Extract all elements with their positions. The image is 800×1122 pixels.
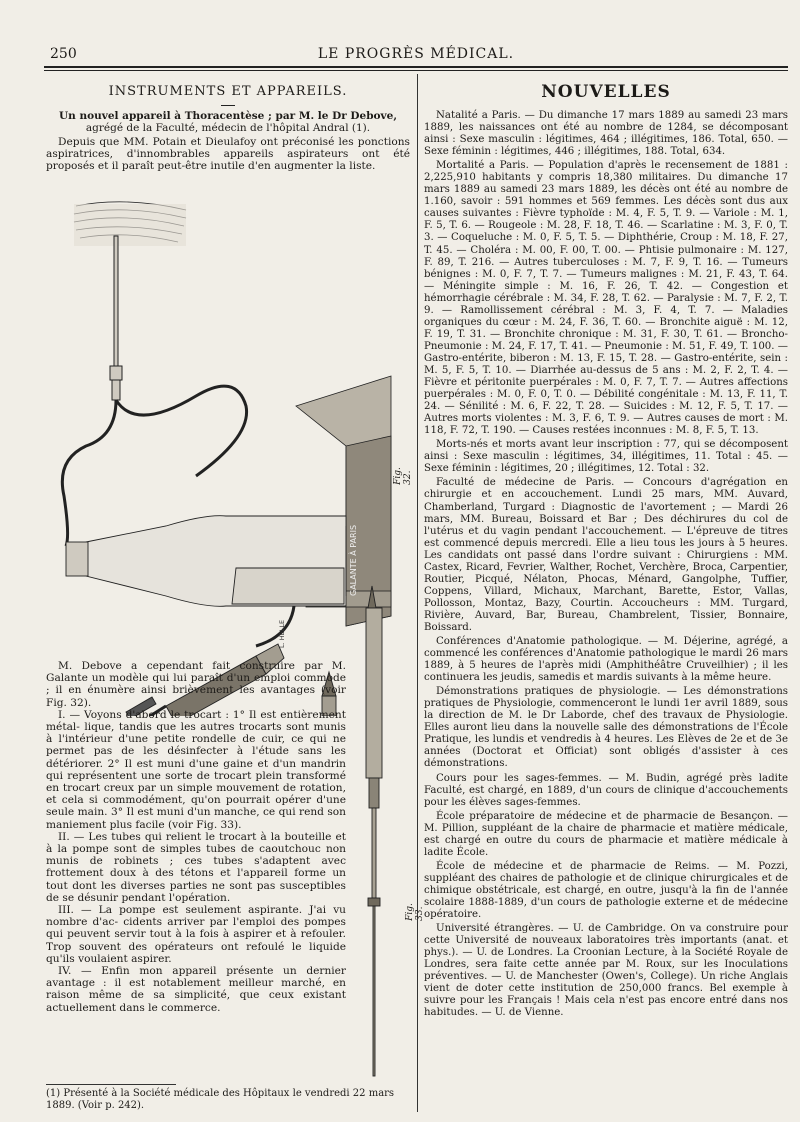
body-paragraph: II. — Les tubes qui relient le trocart à la bouteille et à la pompe sont de simples tubes de caoutchouc non munis de robinets ; ces tubes s'adaptent avec frottement doux à des tétons et l'appareil forme un tout dont les diverses parties ne sont pas susceptibles de se désunir pendant l'opération. [46, 830, 346, 904]
fig-33-label: Fig. 33. [404, 903, 425, 921]
running-title: LE PROGRÈS MÉDICAL. [317, 46, 515, 62]
footnote-rule [46, 1084, 176, 1085]
section-title-instruments: INSTRUMENTS ET APPAREILS. [108, 84, 348, 99]
news-paragraph: Démonstrations pratiques de physiologie. — Les démonstrations pratiques de Physiologie, commenceront le lundi 1er avril 1889, sous la direction de M. le Dr Laborde, chef des travaux de Physiologie. Elles auront lieu dans la nouvelle salle des démonstrations de l'École Pratique, les lundis et vendredis à 4 heures. Les Elèves de 2e et de 3e années (Doctorat et Officiat) sont obligés d'assister à ces démonstrations. [424, 686, 788, 770]
header-rule-thin [44, 70, 788, 71]
header-rule-thick [44, 66, 788, 68]
fig-33-trocar-illustration [342, 582, 402, 1102]
intro-paragraph: Depuis que MM. Potain et Dieulafoy ont préconisé les ponctions aspiratrices, d'innombrables appareils aspirateurs ont été proposés et il paraît peut-être inutile d'en augmenter la liste. [46, 136, 410, 173]
left-column [46, 82, 425, 1111]
trocar-needle-drawing [110, 236, 122, 400]
news-paragraph: Université étrangères. — U. de Cambridge. On va construire pour cette Université de nouveaux laboratoires très importants (anat. et phys.). — U. de Londres. La Croonian Lecture, à la Société Royale de Londres, sera faite cette année par M. Roux, sur les Inoculations préventives. — U. de Manchester (Owen's, College). Un riche Anglais vient de doter cette institution de 250,000 francs. Bel exemple à suivre pour les Français ! Mais cela n'est pas encore entré dans nos habitudes. — U. de Vienne. [424, 923, 788, 1019]
news-paragraph: Faculté de médecine de Paris. — Concours d'agrégation en chirurgie et en accouchement. Lundi 25 mars, MM. Auvard, Chamberland, Turgard : Diagnostic de l'avortement ; — Mardi 26 mars, MM. Bureau, Boissard et Bar ; Des déchirures du col de l'utérus et du vagin pendant l'accouchement. — L'épreuve de titres est commencé depuis mercredi. Elle a lieu tous les jours à 5 heures. Les candidats ont passé dans l'ordre suivant : Chirurgiens : MM. Castex, Ricard, Fevrier, Walther, Rochet, Verchère, Broca, Carpentier, Routier, Picqué, Nélaton, Phocas, Ménard, Gangolphe, Tuffier, Coppens, Villard, Michaux, Marchant, Barette, Estor, Vallas, Pollosson, Montaz, Bazy, Courtin. Accoucheurs : MM. Turgard, Rivière, Auvard, Bar, Bureau, Chambrelent, Tissier, Bonnaire, Boissard. [424, 477, 788, 633]
chest-wall-drawing [74, 202, 186, 246]
body-paragraph: IV. — Enfin mon appareil présente un dernier avantage : il est notablement meilleur marché, en raison même de sa simplicité, que ceux existant actuellement dans le commerce. [46, 965, 346, 1014]
title-dash [221, 105, 235, 106]
column-divider [417, 74, 418, 1112]
news-paragraph: École préparatoire de médecine et de pharmacie de Besançon. — M. Pillion, suppléant de la chaire de pharmacie et matière médicale, est chargé en outre du cours de pharmacie et matière médicale à ladite École. [424, 810, 788, 858]
page-header [44, 46, 788, 66]
news-paragraph: Conférences d'Anatomie pathologique. — M. Déjerine, agrégé, a commencé les conférences d'Anatomie pathologique le mardi 26 mars 1889, à 5 heures de l'après midi (Amphithéâtre Cruveilhier) ; il les continuera les jeudis, samedis et mardis suivants à la même heure. [424, 636, 788, 684]
fig-32-label: Fig. 32. [392, 467, 413, 485]
body-paragraph: III. — La pompe est seulement aspirante. J'ai vu nombre d'ac- cidents arriver par l'emploi des pompes qui peuvent servir tout à la fois à aspirer et à refouler. Trop souvent des opérateurs ont refoulé le liquide qu'ils voulaient aspirer. [46, 904, 346, 965]
body-paragraph: I. — Voyons d'abord le trocart : 1° Il est entièrement métal- lique, tandis que les autres trocarts sont munis à l'intérieur d'une petite rondelle de cuir, ce qui ne permet pas de les désinfecter à l'étude sans les détériorer. 2° Il est muni d'une gaine et d'un mandrin qui représentent une sorte de trocart plein transformé en trocart creux par un simple mouvement de rotation, et cela si commodément, qu'on pourrait opérer d'une seule main. 3° Il est muni d'un manche, ce qui rend son maniement plus facile (voir Fig. 33). [46, 708, 346, 831]
glass-bottle-drawing [66, 516, 346, 607]
right-column [424, 82, 788, 1021]
article-subtitle: agrégé de la Faculté, médecin de l'hôpital Andral (1). [85, 122, 371, 134]
news-paragraph: Natalité a Paris. — Du dimanche 17 mars 1889 au samedi 23 mars 1889, les naissances ont été au nombre de 1284, se décomposant ainsi : Sexe masculin : légitimes, 464 ; illégitimes, 186. Total, 650. — Sexe féminin : légitimes, 446 ; illégitimes, 188. Total, 634. [424, 110, 788, 158]
body-paragraph: M. Debove a cependant fait construire par M. Galante un modèle qui lui paraît d'un emploi commode ; il en énumère ainsi brièvement les avantages (voir Fig. 32). [46, 660, 346, 709]
footnote: (1) Présenté à la Société médicale des Hôpitaux le vendredi 22 mars 1889. (Voir p. 242). [46, 1088, 395, 1111]
news-paragraph: Morts-nés et morts avant leur inscription : 77, qui se décomposent ainsi : Sexe masculin : légitimes, 34, illégitimes, 11. Total : 45. — Sexe féminin : légitimes, 20 ; illégitimes, 12. Total : 32. [424, 439, 788, 475]
article-title: Un nouvel appareil à Thoracentèse ; par M. le Dr Debove, [59, 110, 397, 122]
news-paragraph: Cours pour les sages-femmes. — M. Budin, agrégé près ladite Faculté, est chargé, en 1889, d'un cours de clinique d'accouchements pour les élèves sages-femmes. [424, 772, 788, 808]
news-paragraph: Mortalité a Paris. — Population d'après le recensement de 1881 : 2,225,910 habitants y compris 18,380 militaires. Du dimanche 17 mars 1889 au samedi 23 mars 1889, les décès ont été au nombre de 1.160, savoir : 591 hommes et 569 femmes. Les décès sont dus aux causes suivantes : Fièvre typhoïde : M. 4, F. 5, T. 9. — Variole : M. 1, F. 5, T. 6. — Rougeole : M. 28, F. 18, T. 46. — Scarlatine : M. 3, F. 0, T. 3. — Coqueluche : M. 0, F. 5, T. 5. — Diphthérie, Croup : M. 18, F. 27, T. 45. — Choléra : M. 00, F. 00, T. 00. — Phtisie pulmonaire : M. 127, F. 89, T. 216. — Autres tuberculoses : M. 7, F. 9, T. 16. — Tumeurs bénignes : M. 0, F. 7, T. 7. — Tumeurs malignes : M. 21, F. 43, T. 64. — Méningite simple : M. 16, F. 26, T. 42. — Congestion et hémorrhagie cérébrale : M. 34, F. 28, T. 62. — Paralysie : M. 7, F. 2, T. 9. — Ramollissement cérébral : M. 3, F. 4, T. 7. — Maladies organiques du cœur : M. 24, F. 36, T. 60. — Bronchite aiguë : M. 12, F. 19, T. 31. — Bronchite chronique : M. 31, F. 30, T. 61. — Broncho-Pneumonie : M. 24, F. 17, T. 41. — Pneumonie : M. 51, F. 49, T. 100. — Gastro-entérite, biberon : M. 13, F. 15, T. 28. — Gastro-entérite, sein : M. 5, F. 5, T. 10. — Diarrhée au-dessus de 5 ans : M. 2, F. 2, T. 4. — Fièvre et péritonite puerpérales : M. 0, F. 7, T. 7. — Autres affections puerpérales : M. 0, F. 0, T. 0. — Débilité congénitale : M. 13, F. 11, T. 24. — Sénilité : M. 6, F. 22, T. 28. — Suicides : M. 12, F. 5, T. 17. — Autres morts violentes : M. 3, F. 6, T. 9. — Autres causes de mort : M. 118, F. 72, T. 190. — Causes restées inconnues : M. 8, F. 5, T. 13. [424, 160, 788, 437]
engraving-bottle-text: GALANTE À PARIS [349, 524, 358, 596]
page-number: 250 [50, 46, 77, 62]
engraving-signature: L. HELLE [278, 619, 286, 648]
news-paragraph: École de médecine et de pharmacie de Reims. — M. Pozzi, suppléant des chaires de pathologie et de clinique chirurgicales et de chimique obstétricale, est chargé, en outre, jusqu'à la fin de l'année scolaire 1888-1889, d'un cours de pathologie externe et de médecine opératoire. [424, 860, 788, 921]
article-body [46, 660, 346, 1014]
section-title-nouvelles: NOUVELLES [541, 82, 671, 102]
